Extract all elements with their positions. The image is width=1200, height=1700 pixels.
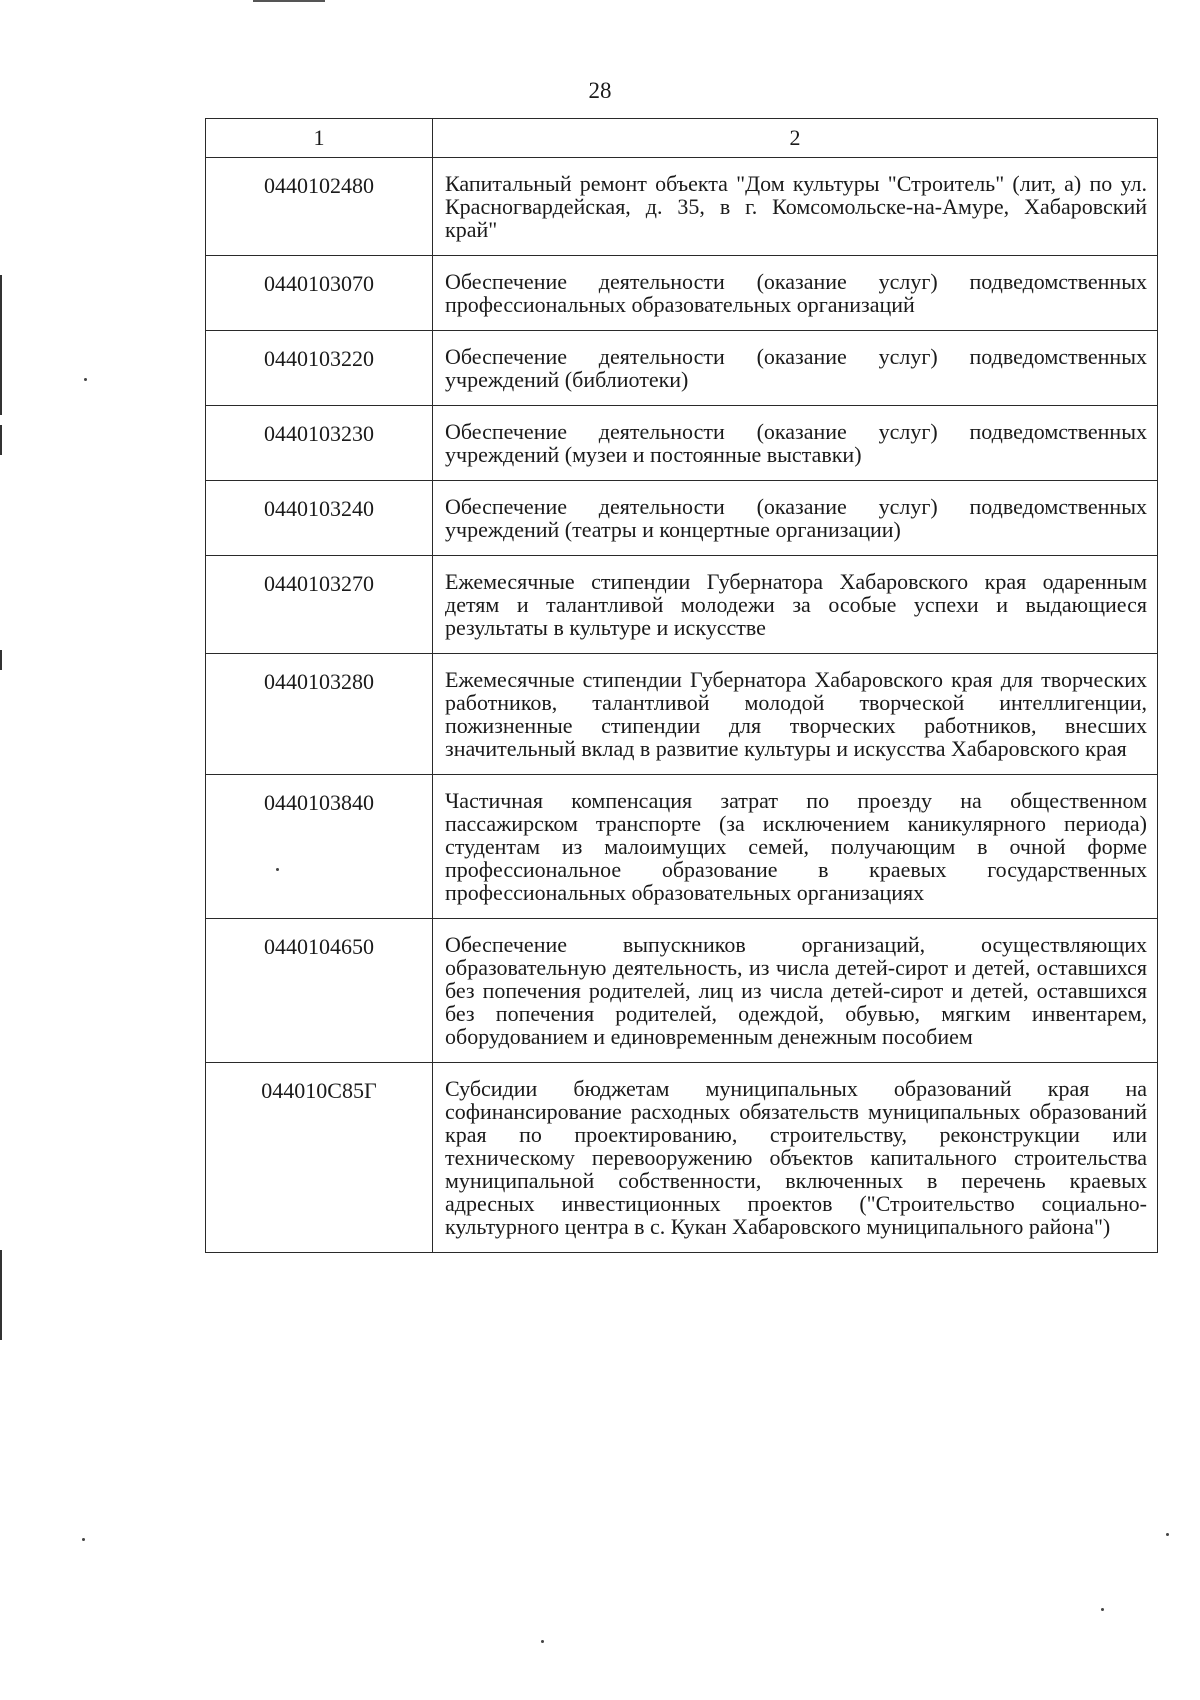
row-description: Обеспечение деятельности (оказание услуг) подведомственных профессиональных образовательных организаций: [433, 256, 1158, 331]
row-code: 0440102480: [206, 158, 433, 256]
table-row: [206, 775, 1158, 919]
column-header-description: 2: [433, 119, 1158, 158]
table-row: [206, 556, 1158, 654]
scan-speck: [1166, 1533, 1169, 1536]
row-code: 0440103280: [206, 654, 433, 775]
row-description: Частичная компенсация затрат по проезду на общественном пассажирском транспорте (за исключением каникулярного периода) студентам из малоимущих семей, получающим в очной форме профессиональное образование в краевых государственных профессиональных образовательных организациях: [433, 775, 1158, 919]
row-code: 0440103240: [206, 481, 433, 556]
row-code: 0440103070: [206, 256, 433, 331]
column-header-code: 1: [206, 119, 433, 158]
table-row: [206, 331, 1158, 406]
row-code: 0440103220: [206, 331, 433, 406]
scan-speck: [541, 1640, 544, 1643]
row-description: Капитальный ремонт объекта "Дом культуры "Строитель" (лит, а) по ул. Красногвардейская, д. 35, в г. Комсомольске-на-Амуре, Хабаровский край": [433, 158, 1158, 256]
scan-speck: [84, 378, 87, 381]
table-row: [206, 654, 1158, 775]
table-row: [206, 256, 1158, 331]
row-description: Обеспечение выпускников организаций, осуществляющих образовательную деятельность, из числа детей-сирот и детей, оставшихся без попечения родителей, лиц из числа детей-сирот и детей, оставшихся без попечения родителей, одеждой, обувью, мягким инвентарем, оборудованием и единовременным денежным пособием: [433, 919, 1158, 1063]
page-number: 28: [588, 78, 612, 103]
table-row: [206, 1063, 1158, 1253]
scan-edge-mark: [0, 425, 2, 455]
scan-speck: [1101, 1608, 1104, 1611]
scan-edge-mark: [0, 650, 2, 670]
row-code: 0440103270: [206, 556, 433, 654]
scan-edge-mark: [0, 275, 2, 415]
row-code: 044010С85Г: [206, 1063, 433, 1253]
row-description: Ежемесячные стипендии Губернатора Хабаровского края одаренным детям и талантливой молодежи за особые успехи и выдающиеся результаты в культуре и искусстве: [433, 556, 1158, 654]
table-row: [206, 481, 1158, 556]
scan-top-mark: [253, 0, 325, 2]
table-header-row: [206, 119, 1158, 158]
table-row: [206, 158, 1158, 256]
row-description: Субсидии бюджетам муниципальных образований края на софинансирование расходных обязательств муниципальных образований края по проектированию, строительству, реконструкции или техническому перевооружению объектов капитального строительства муниципальной собственности, включенных в перечень краевых адресных инвестиционных проектов ("Строительство социально-культурного центра в с. Кукан Хабаровского муниципального района"): [433, 1063, 1158, 1253]
row-code: 0440103230: [206, 406, 433, 481]
row-description: Обеспечение деятельности (оказание услуг) подведомственных учреждений (библиотеки): [433, 331, 1158, 406]
row-code: 0440103840: [206, 775, 433, 919]
row-description: Ежемесячные стипендии Губернатора Хабаровского края для творческих работников, талантливой молодой творческой интеллигенции, пожизненные стипендии для творческих работников, внесших значительный вклад в развитие культуры и искусства Хабаровского края: [433, 654, 1158, 775]
table-row: [206, 406, 1158, 481]
row-description: Обеспечение деятельности (оказание услуг) подведомственных учреждений (музеи и постоянные выставки): [433, 406, 1158, 481]
row-description: Обеспечение деятельности (оказание услуг) подведомственных учреждений (театры и концертные организации): [433, 481, 1158, 556]
row-code: 0440104650: [206, 919, 433, 1063]
scan-edge-mark: [0, 1250, 2, 1340]
table-row: [206, 919, 1158, 1063]
scan-speck: [82, 1538, 85, 1541]
budget-codes-table: [205, 118, 1158, 1253]
